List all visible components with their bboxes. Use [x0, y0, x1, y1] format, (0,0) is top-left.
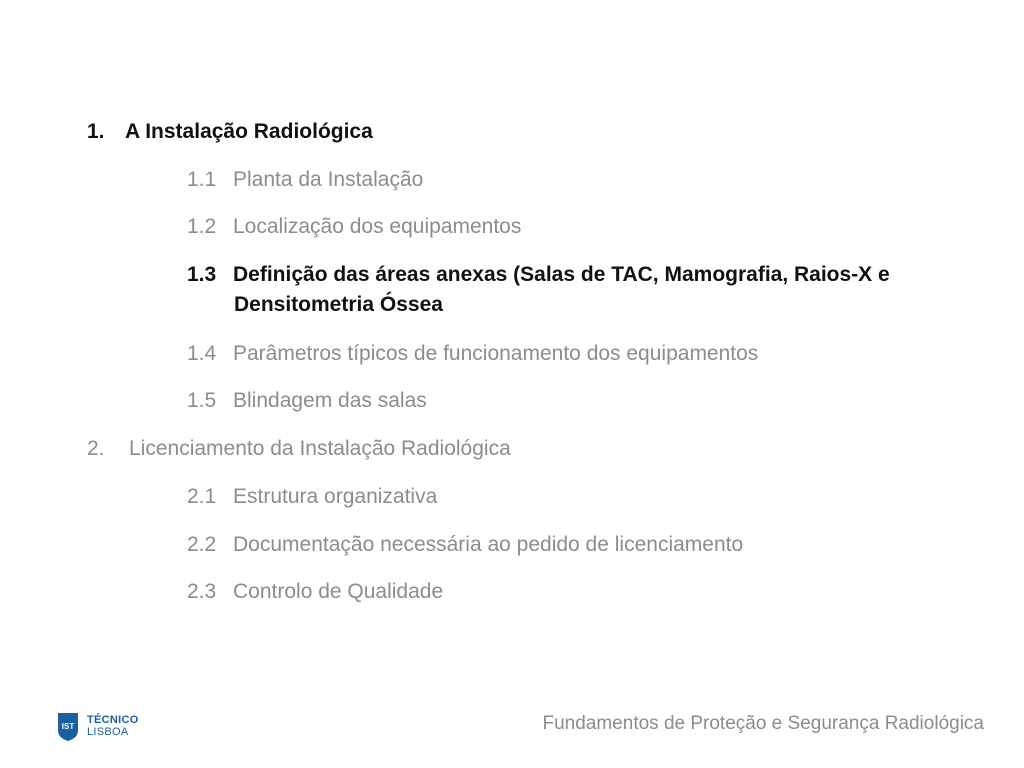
outline-number: 1.1: [187, 168, 217, 191]
outline-text: Planta da Instalação: [233, 168, 424, 191]
outline-number: 2.: [87, 437, 105, 460]
outline-text: Controlo de Qualidade: [233, 580, 444, 603]
outline-number: 1.2: [187, 215, 217, 238]
outline-text: A Instalação Radiológica: [125, 120, 373, 143]
outline-number: 1.5: [187, 389, 217, 412]
outline-item-1-4: [187, 341, 758, 367]
outline-number: 1.: [87, 120, 105, 143]
outline-text: Estrutura organizativa: [233, 485, 438, 508]
outline-text: Localização dos equipamentos: [233, 215, 522, 238]
outline-item-2-2: [187, 532, 743, 558]
outline-text: Definição das áreas anexas (Salas de TAC, Mamografia, Raios-X e: [233, 263, 890, 286]
outline-item-1-3: [187, 262, 890, 288]
ist-shield-icon: [57, 712, 79, 742]
outline-number: 1.4: [187, 342, 217, 365]
tecnico-lisboa-logo: [57, 712, 147, 744]
outline-number: 2.1: [187, 485, 217, 508]
logo-wordmark: [87, 714, 139, 738]
outline-text: Licenciamento da Instalação Radiológica: [129, 437, 511, 460]
logo-line-1: TÉCNICO: [87, 714, 139, 726]
outline-item-2-1: [187, 484, 437, 510]
footer-course-title: Fundamentos de Proteção e Segurança Radiológica: [542, 713, 984, 734]
outline-text: Blindagem das salas: [233, 389, 427, 412]
outline-number: 1.3: [187, 263, 217, 286]
logo-line-2: LISBOA: [87, 726, 129, 738]
outline-text: Parâmetros típicos de funcionamento dos equipamentos: [233, 342, 759, 365]
outline-item-2-3: [187, 579, 443, 605]
logo-mark: IST: [61, 722, 75, 731]
outline-item-1-1: [187, 167, 423, 193]
outline-number: 2.3: [187, 580, 217, 603]
outline-item-1-3-continuation: Densitometria Óssea: [234, 293, 443, 316]
outline-item-1: [87, 119, 373, 145]
outline-item-2: [87, 436, 511, 462]
outline-item-1-2: [187, 214, 521, 240]
outline-item-1-5: [187, 388, 427, 414]
outline-number: 2.2: [187, 533, 217, 556]
outline-text: Documentação necessária ao pedido de licenciamento: [233, 533, 744, 556]
